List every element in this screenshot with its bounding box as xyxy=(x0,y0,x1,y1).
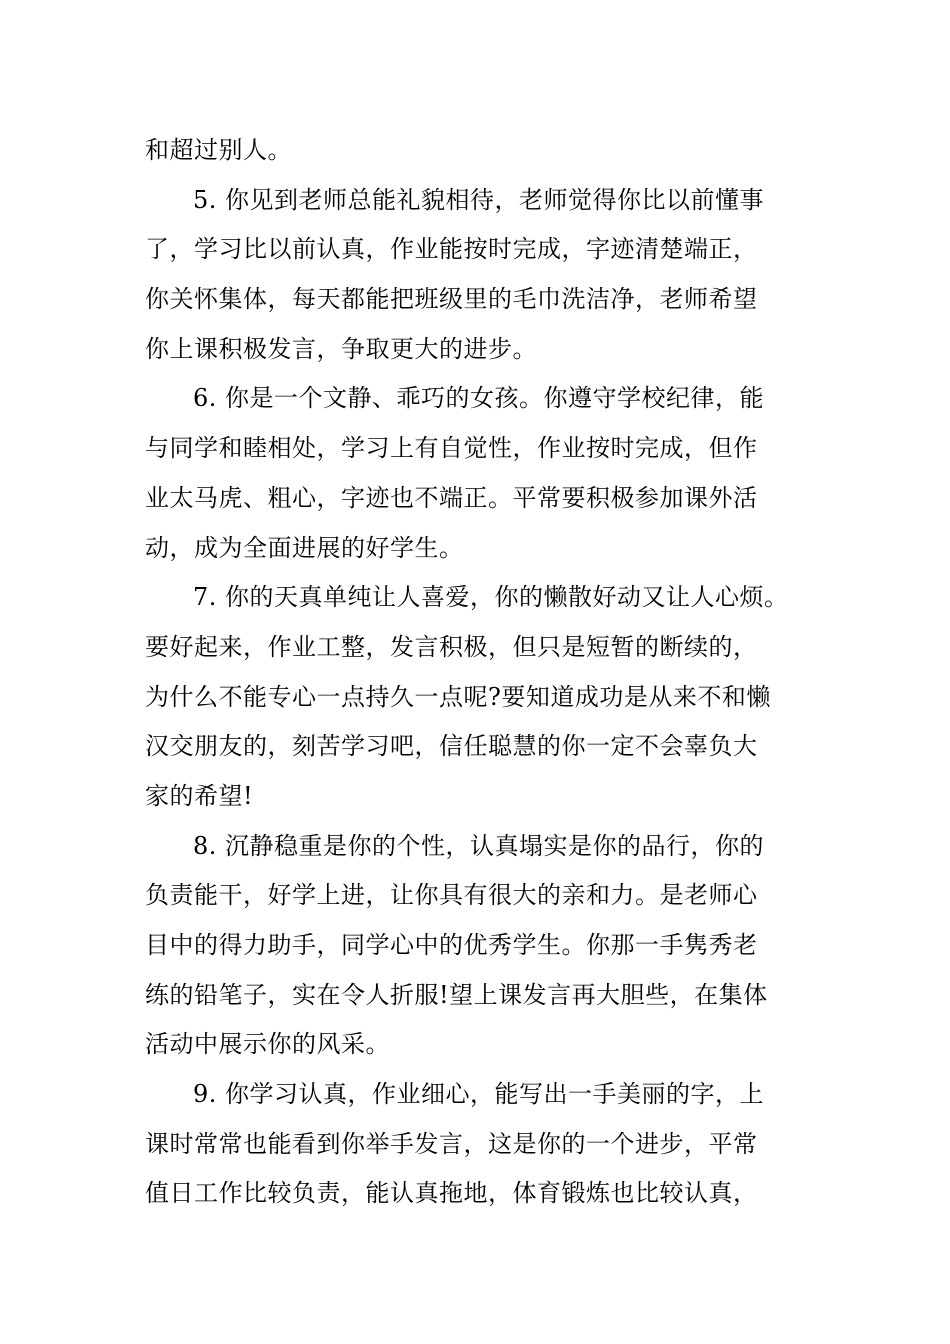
text-line: 与同学和睦相处，学习上有自觉性，作业按时完成，但作 xyxy=(145,434,758,463)
text-line: 家的希望! xyxy=(145,781,254,810)
text-line: 值日工作比较负责，能认真拖地，体育锻炼也比较认真， xyxy=(145,1179,758,1208)
text-line: 汉交朋友的，刻苦学习吧，信任聪慧的你一定不会辜负大 xyxy=(145,732,758,761)
paragraph-7-start: 7. 你的天真单纯让人喜爱，你的懒散好动又让人心烦。 xyxy=(193,583,789,612)
document-body xyxy=(145,126,810,1219)
text-line: 动，成为全面进展的好学生。 xyxy=(145,533,464,562)
text-line: 目中的得力助手，同学心中的优秀学生。你那一手隽秀老 xyxy=(145,931,758,959)
text-line: 要好起来，作业工整，发言积极，但只是短暂的断续的， xyxy=(145,632,758,661)
text-line: 了，学习比以前认真，作业能按时完成，字迹清楚端正， xyxy=(145,235,758,264)
text-line: 你关怀集体，每天都能把班级里的毛巾洗洁净，老师希望 xyxy=(145,285,758,314)
text-line: 活动中展示你的风采。 xyxy=(145,1030,390,1059)
text-line: 练的铅笔子，实在令人折服!望上课发言再大胆些，在集体 xyxy=(145,980,768,1009)
text-line: 负责能干，好学上进，让你具有很大的亲和力。是老师心 xyxy=(145,881,758,910)
text-line: 为什么不能专心一点持久一点呢?要知道成功是从来不和懒 xyxy=(145,682,771,711)
text-line: 业太马虎、粗心，字迹也不端正。平常要积极参加课外活 xyxy=(145,483,758,512)
text-line: 课时常常也能看到你举手发言，这是你的一个进步，平常 xyxy=(145,1129,758,1158)
paragraph-6-start: 6. 你是一个文静、乖巧的女孩。你遵守学校纪律，能 xyxy=(193,384,765,413)
paragraph-9-start: 9. 你学习认真，作业细心，能写出一手美丽的字，上 xyxy=(193,1080,765,1109)
paragraph-8-start: 8. 沉静稳重是你的个性，认真塌实是你的品行，你的 xyxy=(193,831,765,860)
paragraph-5-start: 5. 你见到老师总能礼貌相待，老师觉得你比以前懂事 xyxy=(193,185,765,214)
text-line: 你上课积极发言，争取更大的进步。 xyxy=(145,334,537,363)
text-line: 和超过别人。 xyxy=(145,136,292,164)
